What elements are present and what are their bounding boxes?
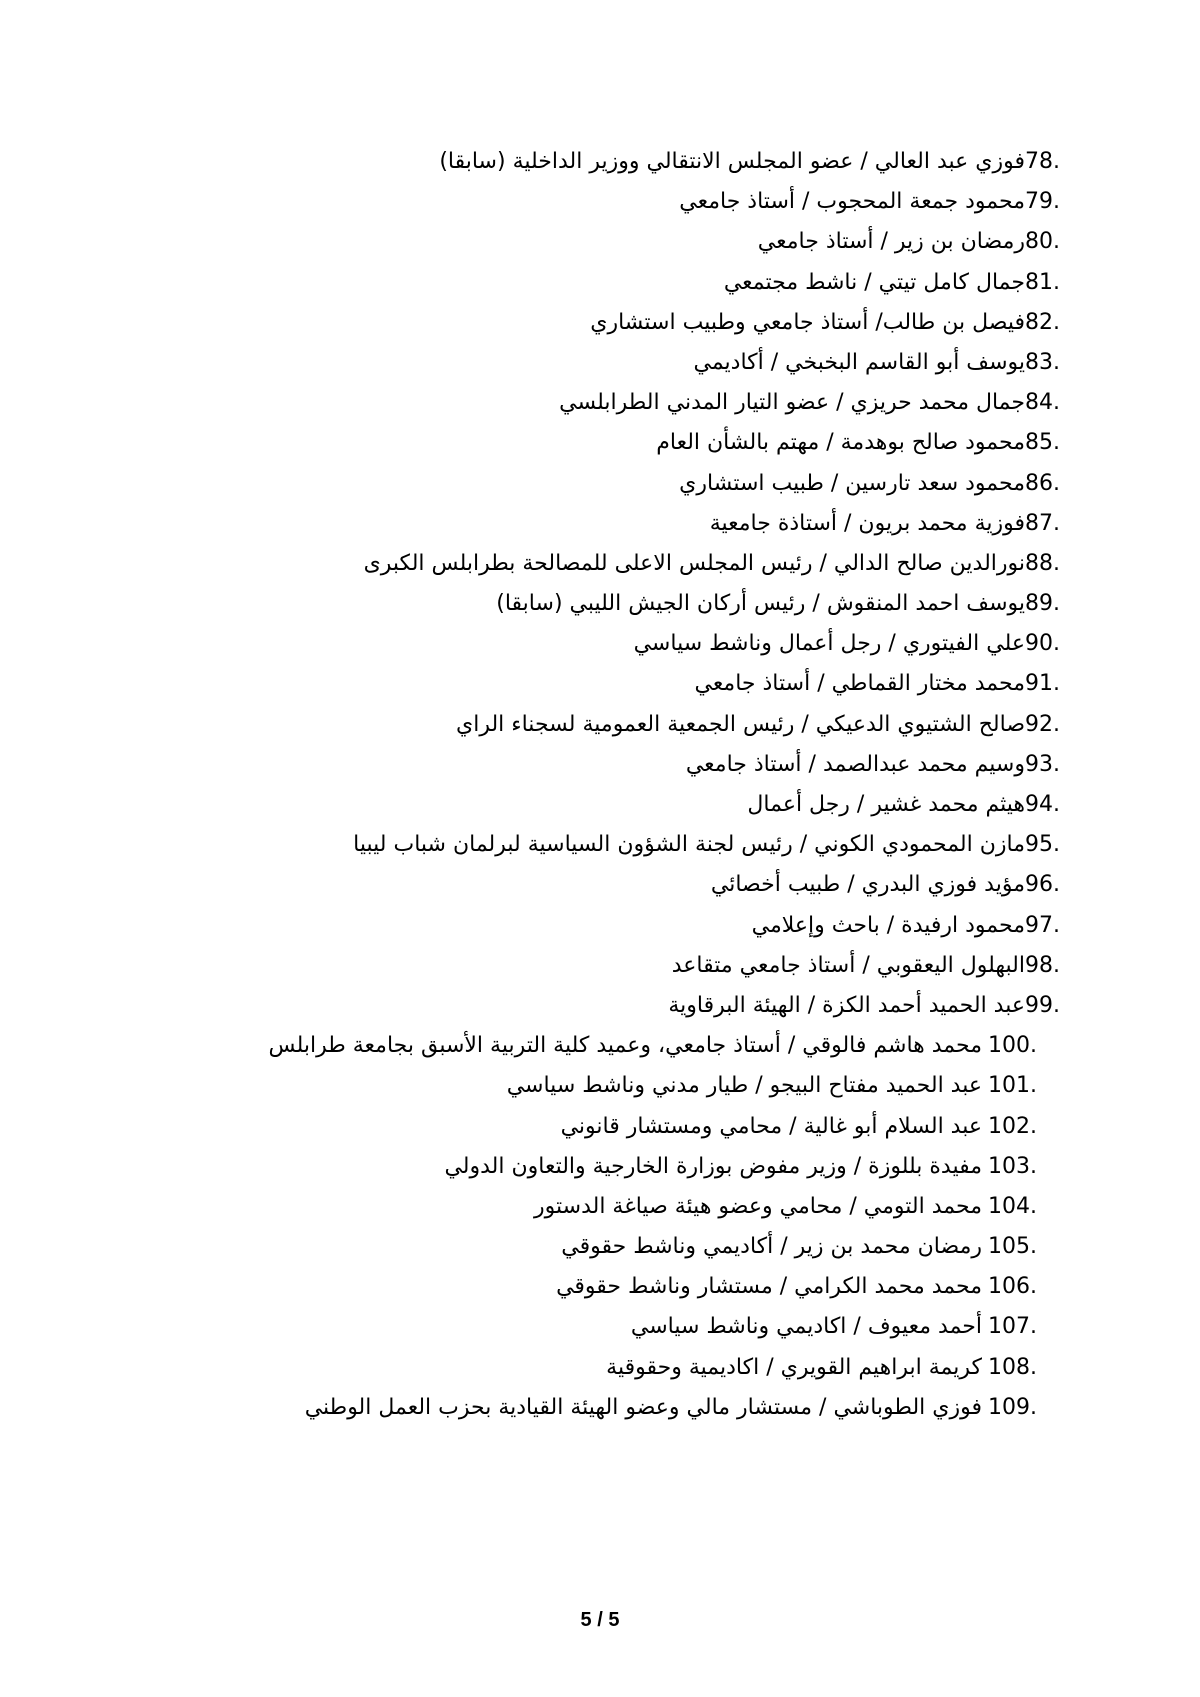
- list-item-text: جمال محمد حريزي / عضو التيار المدني الطرابلسي: [559, 390, 1025, 416]
- list-item: [100, 464, 1060, 504]
- list-item: [100, 906, 1060, 946]
- list-item-number: 85.: [1025, 430, 1060, 456]
- list-item-number: 98.: [1025, 952, 1060, 978]
- list-item-text: يوسف احمد المنقوش / رئيس أركان الجيش الليبي (سابقا): [496, 591, 1025, 617]
- list-item-text: عبد الحميد أحمد الكزة / الهيئة البرقاوية: [668, 992, 1025, 1018]
- list-item-number: 81.: [1025, 269, 1060, 295]
- list-item-number: 96.: [1025, 872, 1060, 898]
- list-item: [100, 1307, 1060, 1347]
- list-item-number: 101.: [988, 1073, 1037, 1099]
- list-item: [100, 1187, 1060, 1227]
- list-item-number: 94.: [1025, 792, 1060, 817]
- list-item-text: كريمة ابراهيم القويري / اكاديمية وحقوقية: [606, 1354, 982, 1380]
- signatories-list: [100, 142, 1060, 1428]
- list-item: [100, 544, 1060, 584]
- list-item-number: 87.: [1025, 510, 1060, 536]
- list-item-number: 100.: [988, 1033, 1037, 1059]
- list-item-number: 79.: [1025, 189, 1060, 215]
- list-item-text: محمود ارفيدة / باحث وإعلامي: [751, 912, 1025, 938]
- list-item: [100, 1107, 1060, 1147]
- list-item-number: 86.: [1025, 470, 1060, 496]
- list-item-number: 99.: [1025, 992, 1060, 1018]
- list-item: [100, 1066, 1060, 1106]
- list-item-number: 92.: [1025, 711, 1060, 737]
- list-item-text: البهلول اليعقوبي / أستاذ جامعي متقاعد: [671, 952, 1025, 978]
- list-item-number: 90.: [1025, 631, 1060, 657]
- list-item: [100, 343, 1060, 383]
- list-item: [100, 865, 1060, 905]
- list-item: [100, 705, 1060, 745]
- list-item-text: رمضان محمد بن زير / أكاديمي وناشط حقوقي: [561, 1234, 982, 1260]
- list-item-text: عبد السلام أبو غالية / محامي ومستشار قانوني: [560, 1113, 982, 1139]
- list-item: [100, 664, 1060, 704]
- list-item-number: 102.: [988, 1113, 1037, 1139]
- list-item: [100, 1388, 1060, 1428]
- list-item-number: 106.: [988, 1274, 1037, 1300]
- list-item-number: 104.: [988, 1193, 1037, 1219]
- list-item-number: 109.: [988, 1394, 1037, 1420]
- list-item-number: 78.: [1025, 149, 1060, 174]
- list-item-number: 80.: [1025, 229, 1060, 255]
- list-item-text: أحمد معيوف / اكاديمي وناشط سياسي: [630, 1314, 982, 1340]
- list-item-text: وسيم محمد عبدالصمد / أستاذ جامعي: [685, 751, 1025, 777]
- list-item-number: 108.: [988, 1354, 1037, 1380]
- list-item-number: 91.: [1025, 671, 1060, 697]
- list-item-number: 82.: [1025, 309, 1060, 335]
- list-item: [100, 1348, 1060, 1388]
- list-item-text: محمد هاشم فالوقي / أستاذ جامعي، وعميد كلية التربية الأسبق بجامعة طرابلس: [268, 1033, 982, 1059]
- list-item-text: فوزي عبد العالي / عضو المجلس الانتقالي ووزير الداخلية (سابقا): [439, 149, 1025, 174]
- list-item-number: 95.: [1025, 832, 1060, 858]
- list-item: [100, 745, 1060, 785]
- list-item-text: فيصل بن طالب/ أستاذ جامعي وطبيب استشاري: [590, 309, 1025, 335]
- list-item: [100, 263, 1060, 303]
- list-item: [100, 584, 1060, 624]
- list-item-text: فوزي الطوباشي / مستشار مالي وعضو الهيئة القيادية بحزب العمل الوطني: [304, 1394, 982, 1420]
- list-item-text: محمد مختار القماطي / أستاذ جامعي: [694, 671, 1025, 697]
- list-item-text: صالح الشتيوي الدعيكي / رئيس الجمعية العمومية لسجناء الراي: [455, 711, 1025, 737]
- list-item-text: علي الفيتوري / رجل أعمال وناشط سياسي: [633, 631, 1025, 657]
- list-item-text: محمود سعد تارسين / طبيب استشاري: [679, 470, 1025, 496]
- list-item-text: محمد التومي / محامي وعضو هيئة صياغة الدستور: [534, 1193, 982, 1219]
- list-item: [100, 504, 1060, 544]
- list-item-number: 103.: [988, 1153, 1037, 1179]
- list-item-text: محمود جمعة المحجوب / أستاذ جامعي: [679, 189, 1025, 215]
- list-item-number: 105.: [988, 1234, 1037, 1260]
- list-item: [100, 1227, 1060, 1267]
- list-item-text: جمال كامل تيتي / ناشط مجتمعي: [723, 269, 1025, 295]
- list-item-text: رمضان بن زير / أستاذ جامعي: [757, 229, 1025, 255]
- list-item: [100, 1026, 1060, 1066]
- list-item-text: عبد الحميد مفتاح البيجو / طيار مدني وناشط سياسي: [506, 1073, 982, 1099]
- list-item-number: 84.: [1025, 390, 1060, 416]
- list-item: [100, 222, 1060, 262]
- list-item-text: فوزية محمد بريون / أستاذة جامعية: [709, 510, 1025, 536]
- list-item-text: مفيدة بللوزة / وزير مفوض بوزارة الخارجية والتعاون الدولي: [444, 1153, 982, 1179]
- list-item: [100, 383, 1060, 423]
- list-item: [100, 1267, 1060, 1307]
- page-number: 5 / 5: [580, 1609, 620, 1631]
- list-item: [100, 986, 1060, 1026]
- list-item-number: 97.: [1025, 912, 1060, 938]
- list-item-number: 93.: [1025, 751, 1060, 777]
- list-item-text: نورالدين صالح الدالي / رئيس المجلس الاعلى للمصالحة بطرابلس الكبرى: [363, 550, 1025, 576]
- list-item: [100, 624, 1060, 664]
- list-item-text: يوسف أبو القاسم البخبخي / أكاديمي: [693, 349, 1025, 375]
- list-item: [100, 825, 1060, 865]
- list-item-number: 83.: [1025, 349, 1060, 375]
- list-item-text: مؤيد فوزي البدري / طبيب أخصائي: [710, 872, 1025, 898]
- list-item-number: 88.: [1025, 550, 1060, 576]
- list-item-number: 89.: [1025, 591, 1060, 617]
- list-item-text: مازن المحمودي الكوني / رئيس لجنة الشؤون السياسية لبرلمان شباب ليبيا: [353, 832, 1025, 858]
- list-item-text: محمد محمد الكرامي / مستشار وناشط حقوقي: [556, 1274, 982, 1300]
- list-item: [100, 946, 1060, 986]
- list-item-text: هيثم محمد غشير / رجل أعمال: [747, 792, 1025, 817]
- list-item: [100, 142, 1060, 182]
- list-item-number: 107.: [988, 1314, 1037, 1340]
- list-item-text: محمود صالح بوهدمة / مهتم بالشأن العام: [656, 430, 1025, 456]
- list-item: [100, 303, 1060, 343]
- list-item: [100, 785, 1060, 825]
- list-item: [100, 423, 1060, 463]
- list-item: [100, 1147, 1060, 1187]
- list-item: [100, 182, 1060, 222]
